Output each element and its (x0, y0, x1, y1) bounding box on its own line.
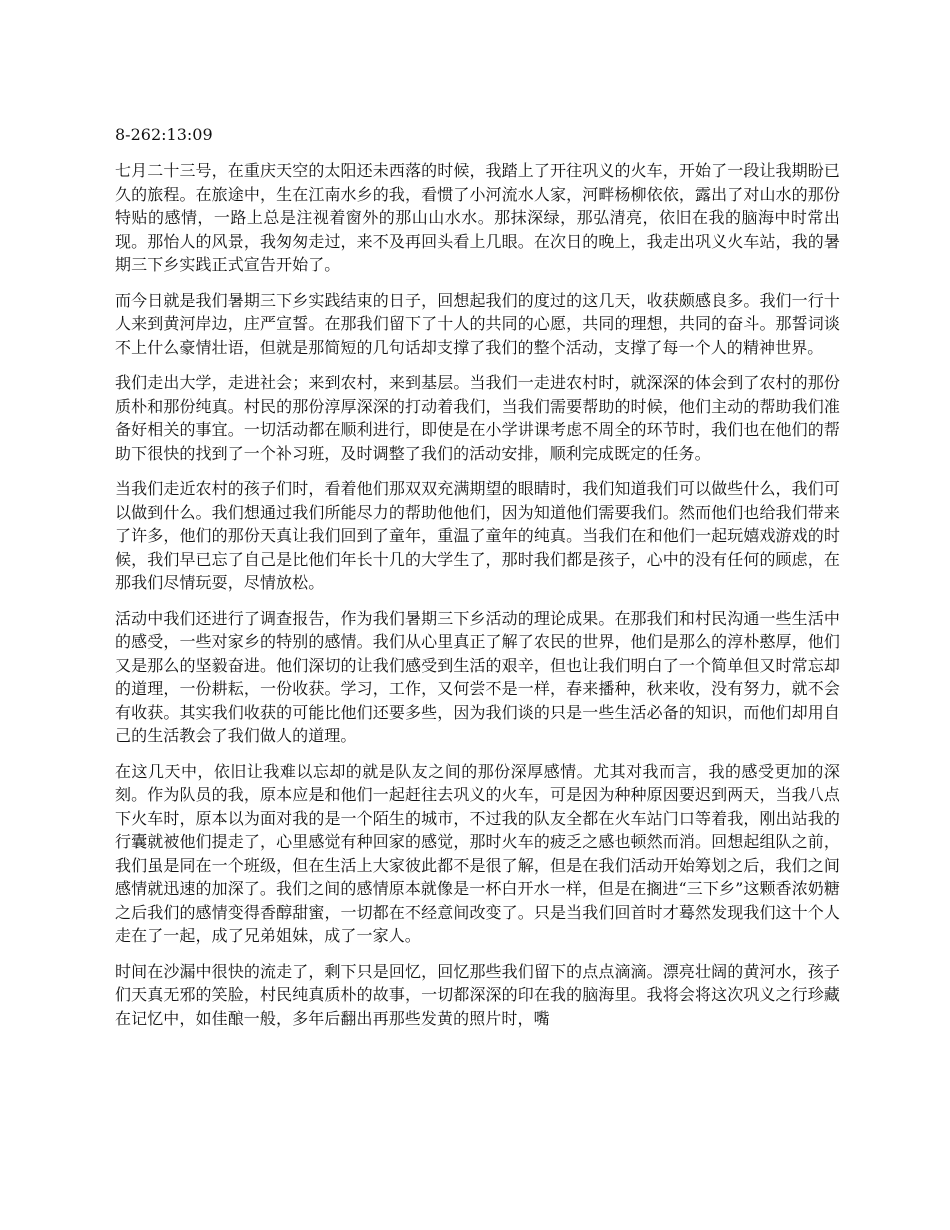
document-header-code: 8-262:13:09 (115, 125, 213, 144)
document-page (115, 125, 840, 1042)
paragraph-2: 而今日就是我们暑期三下乡实践结束的日子，回想起我们的度过的这几天，收获颇感良多。我们一行十人来到黄河岸边，庄严宣誓。在那我们留下了十人的共同的心愿，共同的理想，共同的奋斗。那誓词谈不上什么豪情壮语，但就是那简短的几句话却支撑了我们的整个活动，支撑了每一个人的精神世界。 (115, 290, 840, 357)
paragraph-4: 当我们走近农村的孩子们时，看着他们那双双充满期望的眼睛时，我们知道我们可以做些什么，我们可以做到什么。我们想通过我们所能尽力的帮助他他们，因为知道他们需要我们。然而他们也给我们带来了许多，他们的那份天真让我们回到了童年，重温了童年的纯真。当我们在和他们一起玩嬉戏游戏的时候，我们早已忘了自己是比他们年长十几的大学生了，那时我们都是孩子，心中的没有任何的顾虑，在那我们尽情玩耍，尽情放松。 (115, 479, 840, 592)
paragraph-5: 活动中我们还进行了调查报告，作为我们暑期三下乡活动的理论成果。在那我们和村民沟通一些生活中的感受，一些对家乡的特别的感情。我们从心里真正了解了农民的世界，他们是那么的淳朴憨厚，他们又是那么的坚毅奋进。他们深切的让我们感受到生活的艰辛，但也让我们明白了一个简单但又时常忘却的道理，一份耕耘，一份收获。学习，工作，又何尝不是一样，春来播种，秋来收，没有努力，就不会有收获。其实我们收获的可能比他们还要多些，因为我们谈的只是一些生活必备的知识，而他们却用自己的生活教会了我们做人的道理。 (115, 608, 840, 745)
paragraph-1: 七月二十三号，在重庆天空的太阳还未西落的时候，我踏上了开往巩义的火车，开始了一段让我期盼已久的旅程。在旅途中，生在江南水乡的我，看惯了小河流水人家，河畔杨柳依依，露出了对山水的那份特贴的感情，一路上总是注视着窗外的那山山水水。那抹深绿，那弘清亮，依旧在我的脑海中时常出现。那怡人的风景，我匆匆走过，来不及再回头看上几眼。在次日的晚上，我走出巩义火车站，我的暑期三下乡实践正式宣告开始了。 (115, 161, 840, 274)
paragraph-7: 时间在沙漏中很快的流走了，剩下只是回忆，回忆那些我们留下的点点滴滴。漂亮壮阔的黄河水，孩子们天真无邪的笑脸，村民纯真质朴的故事，一切都深深的印在我的脑海里。我将会将这次巩义之行珍藏在记忆中，如佳酿一般，多年后翻出再那些发黄的照片时，嘴 (115, 961, 840, 1028)
paragraph-6: 在这几天中，依旧让我难以忘却的就是队友之间的那份深厚感情。尤其对我而言，我的感受更加的深刻。作为队员的我，原本应是和他们一起赶往去巩义的火车，可是因为种种原因要迟到两天，当我八点下火车时，原本以为面对我的是一个陌生的城市，不过我的队友全都在火车站门口等着我，刚出站我的行囊就被他们提走了，心里感觉有种回家的感觉，那时火车的疲乏之感也顿然而消。回想起组队之前，我们虽是同在一个班级，但在生活上大家彼此都不是很了解，但是在我们活动开始筹划之后，我们之间感情就迅速的加深了。我们之间的感情原本就像是一杯白开水一样，但是在搁进“三下乡”这颗香浓奶糖之后我们的感情变得香醇甜蜜，一切都在不经意间改变了。只是当我们回首时才蓦然发现我们这十个人走在了一起，成了兄弟姐妹，成了一家人。 (115, 761, 840, 945)
paragraph-3: 我们走出大学，走进社会；来到农村，来到基层。当我们一走进农村时，就深深的体会到了农村的那份质朴和那份纯真。村民的那份淳厚深深的打动着我们，当我们需要帮助的时候，他们主动的帮助我们准备好相关的事宜。一切活动都在顺利进行，即使是在小学讲课考虑不周全的环节时，我们也在他们的帮助下很快的找到了一个补习班，及时调整了我们的活动安排，顺利完成既定的任务。 (115, 373, 840, 463)
